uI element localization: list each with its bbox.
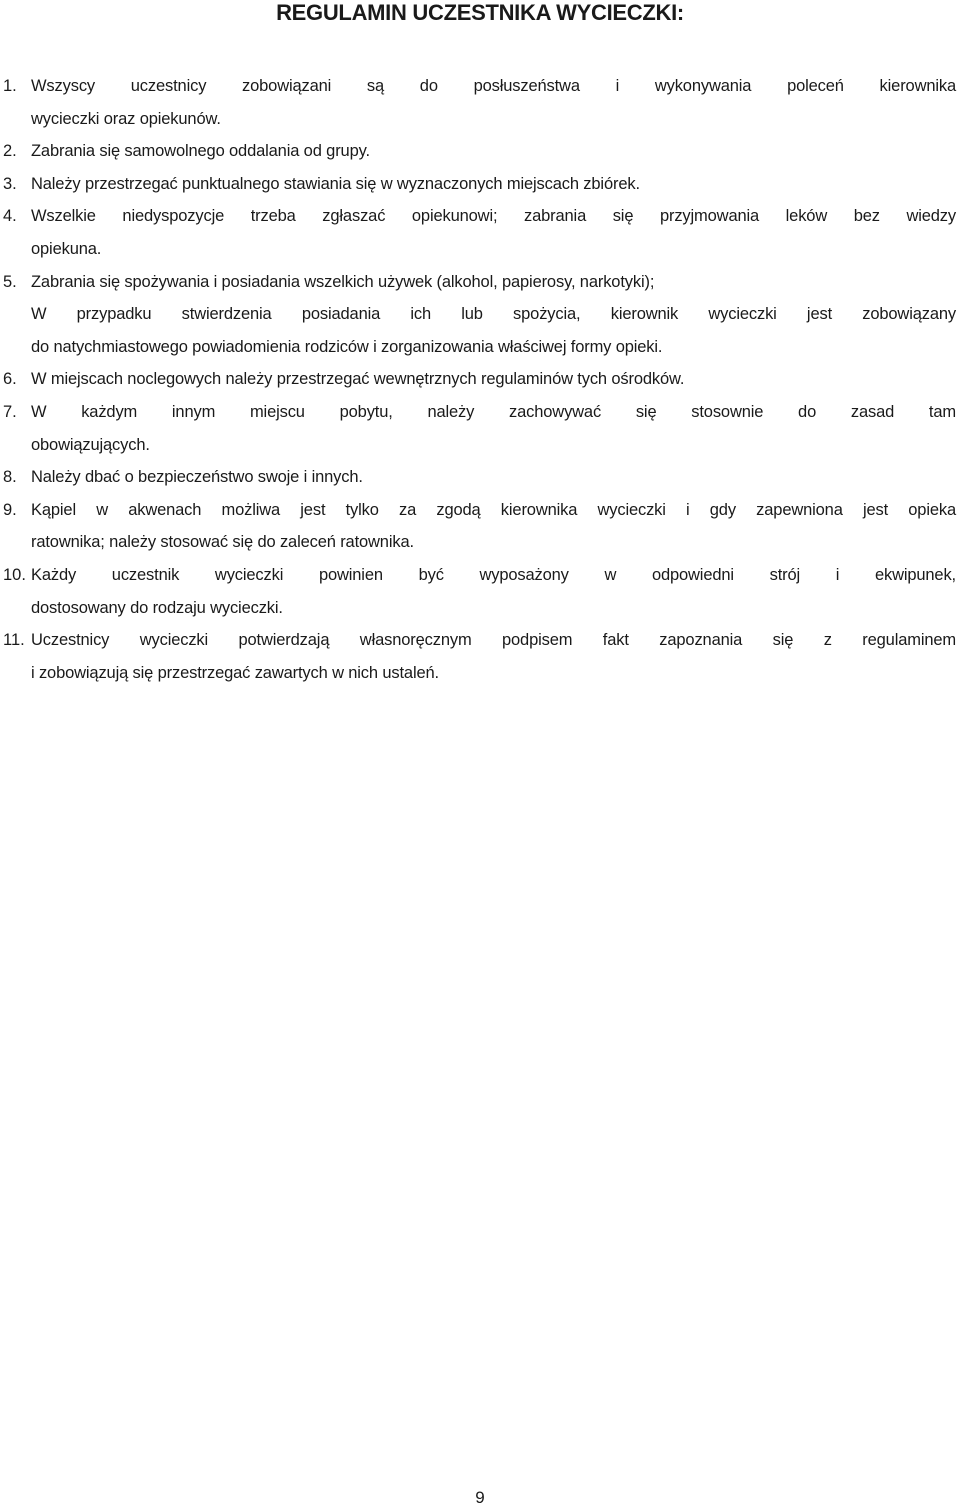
rule-text-line: Zabrania się spożywania i posiadania wszelkich używek (alkohol, papierosy, narkotyki); [31, 272, 655, 291]
rule-item [0, 396, 960, 461]
rule-number: 5. [3, 272, 17, 291]
rule-text-line: Każdy uczestnik wycieczki powinien być wyposażony w odpowiedni strój i ekwipunek, [31, 565, 956, 584]
rule-number: 8. [3, 468, 17, 487]
rule-text-line: wycieczki oraz opiekunów. [31, 109, 221, 128]
rule-text-line: Uczestnicy wycieczki potwierdzają własnoręcznym podpisem fakt zapoznania się z regulaminem [31, 631, 956, 650]
page-number: 9 [475, 1488, 485, 1507]
rule-text-line: Należy przestrzegać punktualnego stawiania się w wyznaczonych miejscach zbiórek. [31, 174, 640, 193]
rule-text-line: ratownika; należy stosować się do zaleceń ratownika. [31, 533, 414, 552]
rule-item [0, 266, 960, 364]
rule-text-line: Należy dbać o bezpieczeństwo swoje i innych. [31, 468, 363, 487]
rule-text-line: W miejscach noclegowych należy przestrzegać wewnętrznych regulaminów tych ośrodków. [31, 370, 685, 389]
rule-text-line: Kąpiel w akwenach możliwa jest tylko za zgodą kierownika wycieczki i gdy zapewniona jest opieka [31, 500, 956, 519]
rule-number: 4. [3, 207, 17, 226]
rule-number: 2. [3, 142, 17, 161]
rule-item [0, 135, 960, 168]
rule-text-line: W przypadku stwierdzenia posiadania ich lub spożycia, kierownik wycieczki jest zobowiązany [31, 305, 956, 324]
rule-item [0, 624, 960, 689]
rule-item [0, 559, 960, 624]
rules-list [0, 70, 960, 689]
rule-text-line: Zabrania się samowolnego oddalania od grupy. [31, 142, 370, 161]
rule-text-line: W każdym innym miejscu pobytu, należy zachowywać się stosownie do zasad tam [31, 402, 956, 421]
rule-item [0, 461, 960, 494]
rule-text-line: i zobowiązują się przestrzegać zawartych w nich ustaleń. [31, 663, 439, 682]
rule-number: 6. [3, 370, 17, 389]
rule-item [0, 168, 960, 201]
rule-text-line: Wszyscy uczestnicy zobowiązani są do posłuszeństwa i wykonywania poleceń kierownika [31, 77, 956, 95]
rule-item [0, 363, 960, 396]
rule-number: 9. [3, 500, 17, 519]
rule-number: 3. [3, 174, 17, 193]
rule-number: 11. [3, 631, 25, 650]
rule-text-line: opiekuna. [31, 239, 102, 258]
rule-number: 7. [3, 402, 17, 421]
rule-item [0, 494, 960, 559]
rule-text-line: do natychmiastowego powiadomienia rodziców i zorganizowania właściwej formy opieki. [31, 337, 663, 356]
rule-text-line: Wszelkie niedyspozycje trzeba zgłaszać opiekunowi; zabrania się przyjmowania leków bez wiedzy [31, 207, 956, 226]
rule-item [0, 70, 960, 135]
rule-text-line: obowiązujących. [31, 435, 150, 454]
document-title: REGULAMIN UCZESTNIKA WYCIECZKI: [276, 0, 684, 25]
rule-text-line: dostosowany do rodzaju wycieczki. [31, 598, 283, 617]
rule-number: 10. [3, 565, 26, 584]
rule-number: 1. [3, 77, 17, 95]
rule-item [0, 200, 960, 265]
